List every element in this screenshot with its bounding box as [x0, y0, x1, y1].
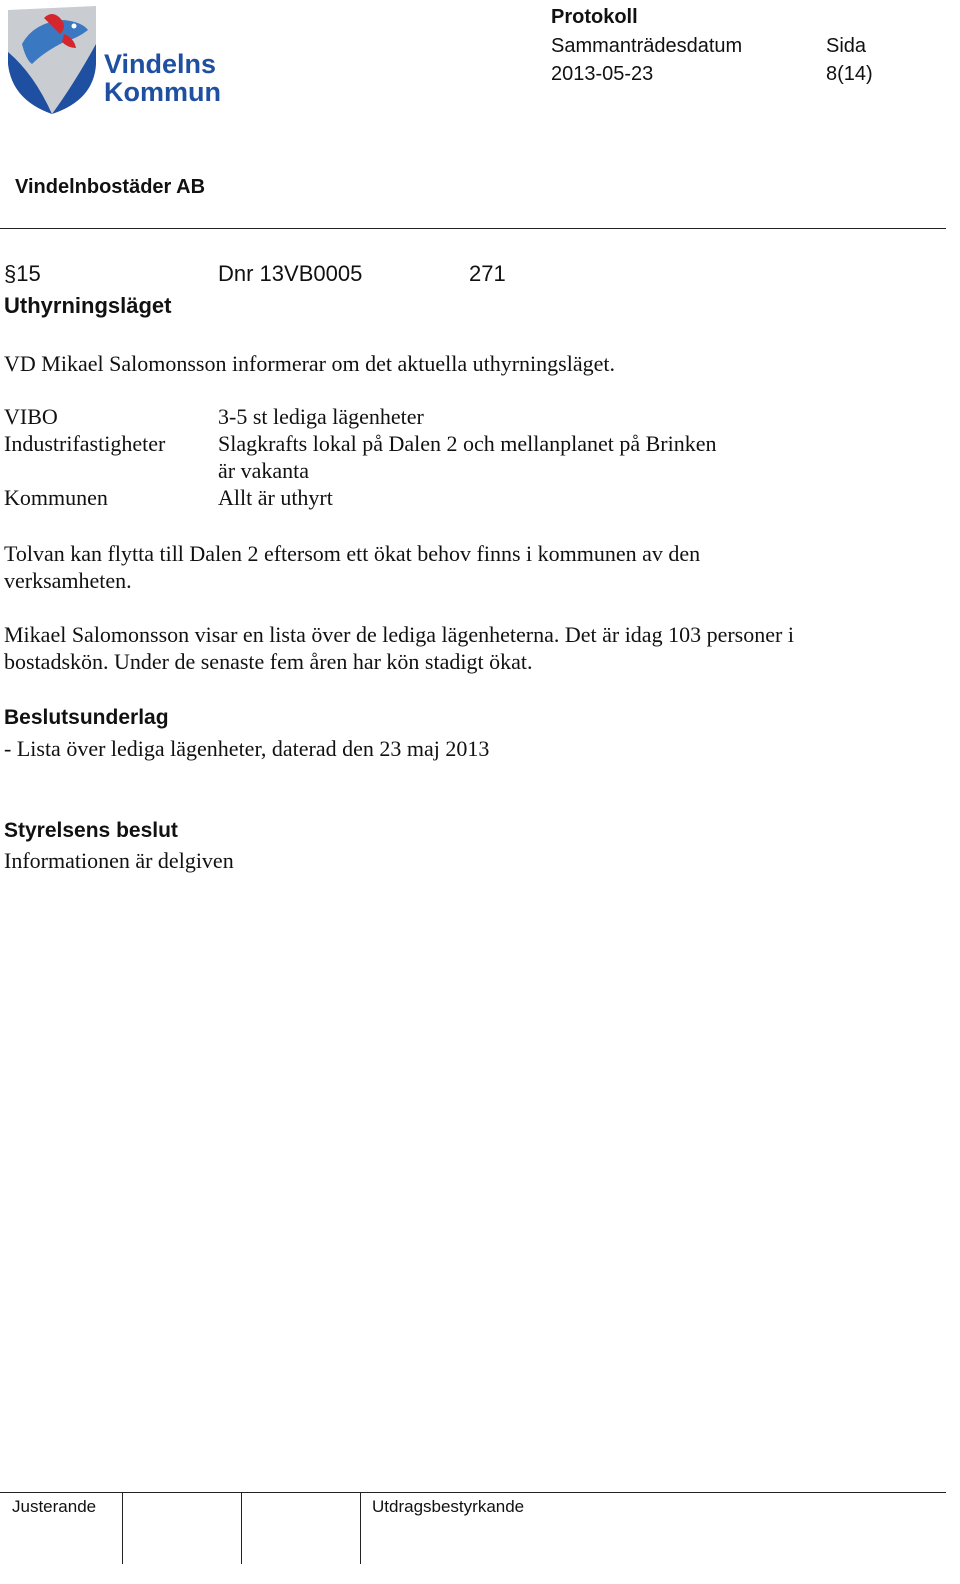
- footer-utdragsbestyrkande: Utdragsbestyrkande: [372, 1497, 525, 1516]
- header-divider: [0, 228, 946, 229]
- date-label: Sammanträdesdatum: [551, 35, 743, 57]
- date-value: 2013-05-23: [551, 63, 654, 85]
- row-value-industrifastigheter: Slagkrafts lokal på Dalen 2 och mellanplanet på Brinken: [218, 431, 717, 456]
- footer-signature-line-3: [360, 1492, 361, 1564]
- page-label: Sida: [826, 35, 867, 57]
- beslutsunderlag-item: - Lista över lediga lägenheter, daterad den 23 maj 2013: [4, 736, 490, 761]
- section-code: 271: [469, 261, 506, 286]
- row-value-kommunen: Allt är uthyrt: [218, 485, 333, 510]
- section-number: §15: [4, 261, 41, 286]
- shield-fish-icon: [4, 4, 104, 116]
- footer-signature-line-2: [241, 1492, 242, 1564]
- logo-text: [104, 50, 221, 106]
- footer-justerande: Justerande: [12, 1497, 97, 1516]
- page-value: 8(14): [826, 63, 873, 85]
- document-type: Protokoll: [551, 6, 638, 28]
- row-value-vibo: 3-5 st lediga lägenheter: [218, 404, 424, 429]
- intro-text: VD Mikael Salomonsson informerar om det aktuella uthyrningsläget.: [4, 351, 615, 376]
- footer-divider: [0, 1492, 946, 1493]
- row-label-vibo: VIBO: [4, 404, 58, 429]
- footer-signature-line-1: [122, 1492, 123, 1564]
- section-dnr: Dnr 13VB0005: [218, 261, 363, 286]
- logo-line-1: Vindelns: [104, 49, 217, 79]
- beslut-text: Informationen är delgiven: [4, 848, 234, 873]
- section-title: Uthyrningsläget: [4, 293, 172, 318]
- paragraph-lista: Mikael Salomonsson visar en lista över de lediga lägenheterna. Det är idag 103 personer i bostadskön. Under de senaste fem åren har kön stadigt ökat.: [4, 622, 794, 674]
- paragraph-tolvan: Tolvan kan flytta till Dalen 2 eftersom ett ökat behov finns i kommunen av den verksamheten.: [4, 541, 701, 593]
- organization-name: Vindelnbostäder AB: [15, 176, 206, 198]
- beslut-heading: Styrelsens beslut: [4, 819, 178, 842]
- row-value-industrifastigheter-cont: är vakanta: [218, 458, 309, 483]
- beslutsunderlag-heading: Beslutsunderlag: [4, 706, 169, 729]
- row-label-industrifastigheter: Industrifastigheter: [4, 431, 166, 456]
- municipality-logo: [4, 4, 240, 116]
- row-label-kommunen: Kommunen: [4, 485, 108, 510]
- logo-line-2: Kommun: [104, 77, 221, 107]
